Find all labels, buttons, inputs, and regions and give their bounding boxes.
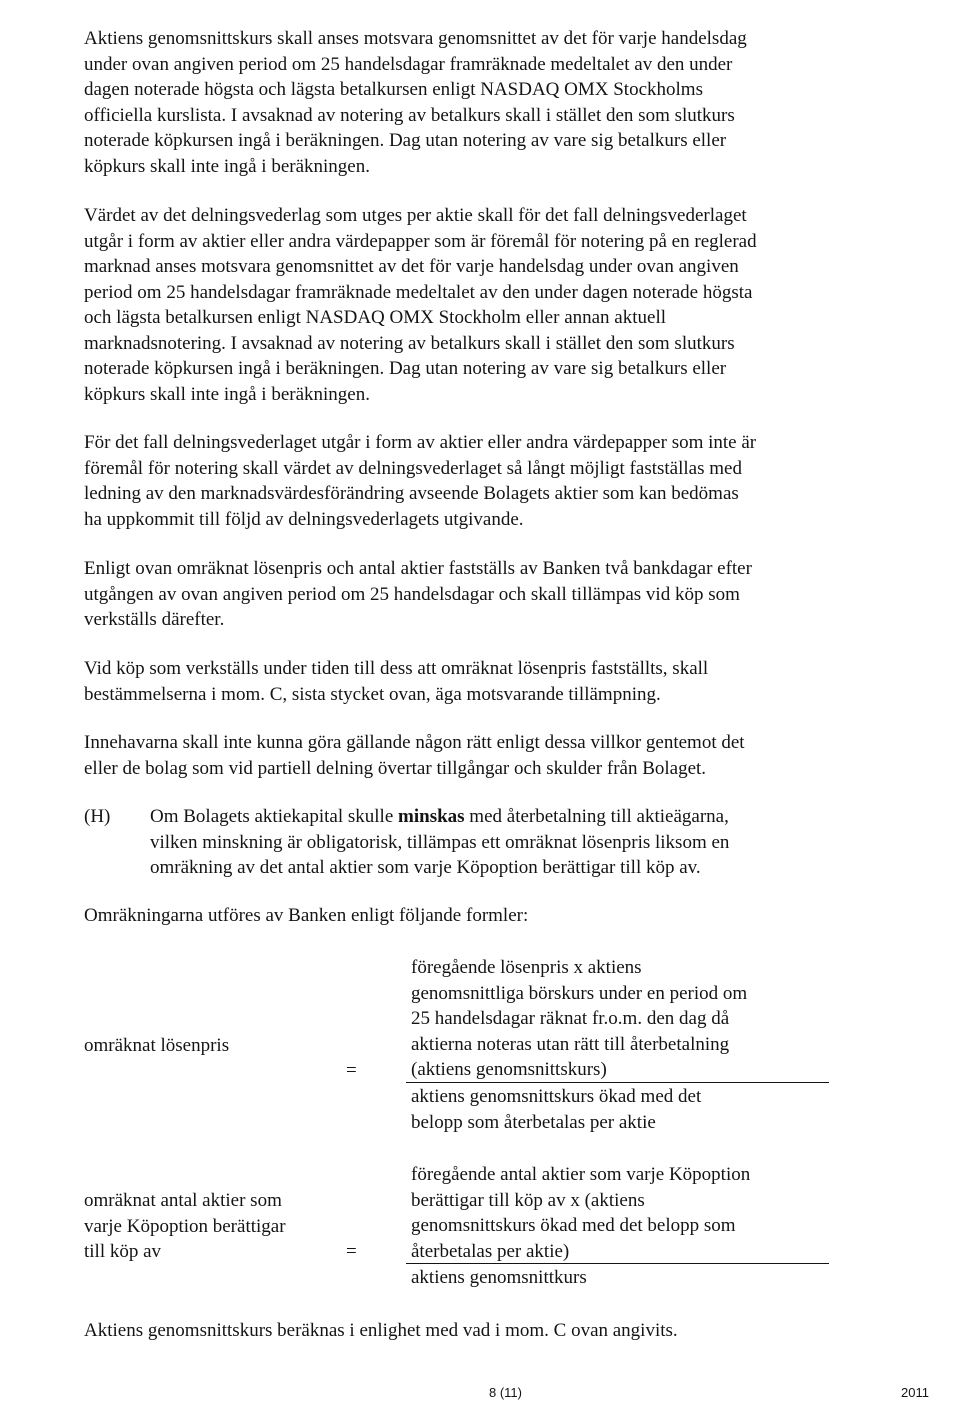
text-line: belopp som återbetalas per aktie (411, 1111, 656, 1133)
formula-1-numerator (411, 955, 747, 1083)
paragraph-determination (84, 556, 884, 633)
formula-2-denominator (411, 1265, 587, 1291)
text-line: Aktiens genomsnittskurs skall anses motsvara genomsnittet av det för varje handelsdag (84, 28, 747, 49)
formula-2-fraction-bar (406, 1263, 829, 1264)
paragraph-interim-purchase (84, 656, 884, 707)
clause-h-line-3: omräkning av det antal aktier som varje Köpoption berättigar till köp av. (150, 857, 701, 878)
text-line: Innehavarna skall inte kunna göra gällande någon rätt enligt dessa villkor gentemot det (84, 732, 745, 753)
text-line: eller de bolag som vid partiell delning övertar tillgångar och skulder från Bolaget. (84, 757, 707, 779)
clause-h-label: (H) (84, 806, 111, 827)
text-line: period om 25 handelsdagar framräknade medeltalet av den under dagen noterade högsta (84, 281, 753, 303)
text-line: till köp av (84, 1241, 162, 1262)
text-line: omräknat antal aktier som (84, 1190, 282, 1211)
text-line: bestämmelserna i mom. C, sista stycket ovan, äga motsvarande tillämpning. (84, 683, 661, 705)
text-line: föremål för notering skall värdet av delningsvederlaget så långt möjligt fastställas med (84, 457, 742, 479)
text-line: ha uppkommit till följd av delningsvederlagets utgivande. (84, 508, 524, 530)
text-line: dagen noterade högsta och lägsta betalkursen enligt NASDAQ OMX Stockholms (84, 79, 703, 100)
text-line: aktiens genomsnittkurs (411, 1267, 587, 1288)
text-line: köpkurs skall inte ingå i beräkningen. (84, 155, 370, 177)
text-line: noterade köpkursen ingå i beräkningen. Dag utan notering av vare sig betalkurs eller (84, 130, 727, 151)
footer-year: 2011 (901, 1385, 929, 1400)
text-line: föregående antal aktier som varje Köpoption (411, 1164, 751, 1185)
text-line: noterade köpkursen ingå i beräkningen. Dag utan notering av vare sig betalkurs eller (84, 358, 727, 379)
bold-keyword: minskas (398, 806, 465, 827)
paragraph-holders-rights (84, 730, 884, 781)
text-line: verkställs därefter. (84, 609, 225, 630)
closing-sentence (84, 1318, 884, 1344)
text-fragment: Om Bolagets aktiekapital skulle (150, 806, 399, 827)
text-line: genomsnittliga börskurs under en period om (411, 982, 748, 1004)
clause-h-line-1 (150, 804, 870, 830)
clause-h-text (150, 804, 870, 881)
text-line: utgången av ovan angiven period om 25 handelsdagar och skall tillämpas vid köp som (84, 583, 740, 605)
text-line: och lägsta betalkursen enligt NASDAQ OMX Stockholm eller annan aktuell (84, 307, 667, 328)
formula-2-equals: = (346, 1241, 357, 1262)
text-line: berättigar till köp av x (aktiens (411, 1189, 645, 1211)
page-number: 8 (11) (489, 1385, 522, 1400)
text-line: marknadsnotering. I avsaknad av notering av betalkurs skall i stället den som slutkurs (84, 332, 735, 354)
text-line: genomsnittskurs ökad med det belopp som (411, 1215, 736, 1236)
paragraph-average-price (84, 26, 884, 179)
text-line: marknad anses motsvara genomsnittet av det för varje handelsdag under ovan angiven (84, 256, 739, 277)
text-line: ledning av den marknadsvärdesförändring avseende Bolagets aktier som kan bedömas (84, 483, 739, 504)
text-line: Vid köp som verkställs under tiden till dess att omräknat lösenpris fastställts, skall (84, 658, 709, 679)
text-line: aktierna noteras utan rätt till återbetalning (411, 1033, 730, 1055)
paragraph-unlisted-securities (84, 430, 884, 532)
text-line: 25 handelsdagar räknat fr.o.m. den dag då (411, 1008, 730, 1029)
text-line: Aktiens genomsnittskurs beräknas i enlighet med vad i mom. C ovan angivits. (84, 1320, 678, 1341)
text-line: föregående lösenpris x aktiens (411, 957, 642, 978)
text-line: omräknat lösenpris (84, 1035, 230, 1056)
text-fragment: med återbetalning till aktieägarna, (464, 806, 729, 827)
text-line: Värdet av det delningsvederlag som utges per aktie skall för det fall delningsvederlaget (84, 205, 747, 226)
paragraph-distribution-value (84, 203, 884, 407)
text-line: (aktiens genomsnittskurs) (411, 1059, 607, 1080)
text-line: För det fall delningsvederlaget utgår i form av aktier eller andra värdepapper som inte är (84, 432, 757, 453)
formula-2-label (84, 1188, 286, 1265)
text-line: återbetalas per aktie) (411, 1240, 570, 1262)
formula-1-denominator (411, 1084, 701, 1135)
text-line: varje Köpoption berättigar (84, 1215, 286, 1237)
formula-1-equals: = (346, 1060, 357, 1081)
clause-h-line-2: vilken minskning är obligatorisk, tillämpas ett omräknat lösenpris liksom en (150, 831, 730, 853)
text-line: utgår i form av aktier eller andra värdepapper som är föremål för notering på en reglerad (84, 230, 757, 252)
text-line: officiella kurslista. I avsaknad av notering av betalkurs skall i stället den som slutkurs (84, 104, 735, 126)
formula-1-label (84, 1033, 229, 1059)
text-line: Omräkningarna utföres av Banken enligt följande formler: (84, 905, 529, 926)
formula-2-numerator (411, 1162, 750, 1264)
text-line: aktiens genomsnittskurs ökad med det (411, 1086, 702, 1107)
text-line: under ovan angiven period om 25 handelsdagar framräknade medeltalet av den under (84, 53, 733, 75)
text-line: Enligt ovan omräknat lösenpris och antal aktier fastställs av Banken två bankdagar efter (84, 558, 752, 579)
text-line: köpkurs skall inte ingå i beräkningen. (84, 383, 370, 405)
formula-1-fraction-bar (406, 1082, 829, 1083)
formulas-intro (84, 903, 884, 929)
